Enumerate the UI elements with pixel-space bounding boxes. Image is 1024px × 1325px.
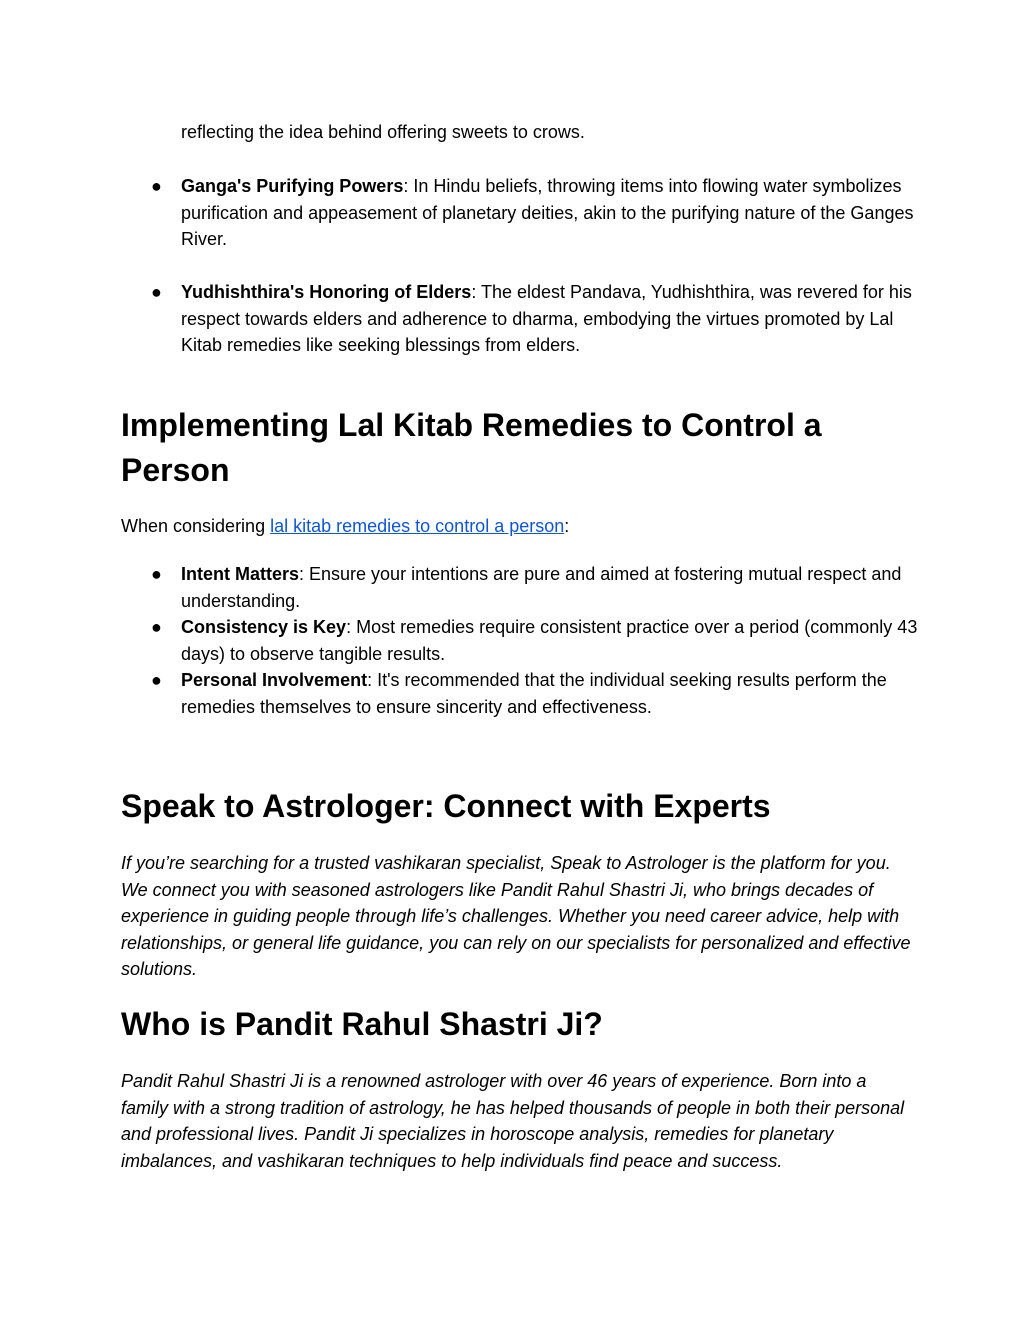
list-item-term: Consistency is Key bbox=[181, 617, 347, 637]
list-item-body: : Most remedies require consistent practice over a period (commonly 43 days) to observe tangible results. bbox=[181, 617, 918, 664]
section-heading: Speak to Astrologer: Connect with Experts bbox=[121, 788, 771, 824]
bullet-icon: ● bbox=[151, 670, 162, 690]
list-item-term: Ganga's Purifying Powers bbox=[181, 176, 404, 196]
list-item-body: : The eldest Pandava, Yudhishthira, was revered for his respect towards elders and adherence to dharma, embodying the virtues promoted by Lal Kitab remedies like seeking blessings from elders. bbox=[181, 282, 912, 356]
list-item-text bbox=[181, 614, 921, 667]
list-item-text bbox=[181, 561, 921, 614]
bullet-icon: ● bbox=[151, 617, 162, 637]
lead-text: When considering bbox=[121, 516, 271, 536]
lal-kitab-remedies-link[interactable]: lal kitab remedies to control a person bbox=[270, 516, 565, 536]
list-item-term: Yudhishthira's Honoring of Elders bbox=[181, 282, 472, 302]
list-item-term: Personal Involvement bbox=[181, 670, 368, 690]
list-item-body: : In Hindu beliefs, throwing items into flowing water symbolizes purification and appeasement of planetary deities, akin to the purifying nature of the Ganges River. bbox=[181, 176, 914, 250]
list-item-body: : It's recommended that the individual seeking results perform the remedies themselves to ensure sincerity and effectiveness. bbox=[181, 670, 887, 717]
section-heading: Who is Pandit Rahul Shastri Ji? bbox=[121, 1006, 603, 1042]
bullet-icon: ● bbox=[151, 282, 162, 302]
lead-colon: : bbox=[564, 516, 570, 536]
intro-fragment: reflecting the idea behind offering sweets to crows. bbox=[181, 122, 585, 142]
speak-paragraph: If you’re searching for a trusted vashikaran specialist, Speak to Astrologer is the platform for you. We connect you with seasoned astrologers like Pandit Rahul Shastri Ji, who brings decades of experience in guiding people through life’s challenges. Whether you need career advice, help with relationships, or general life guidance, you can rely on our specialists for personalized and effective solutions. bbox=[121, 853, 911, 980]
who-paragraph: Pandit Rahul Shastri Ji is a renowned astrologer with over 46 years of experience. Born into a family with a strong tradition of astrology, he has helped thousands of people in both their personal and professional lives. Pandit Ji specializes in horoscope analysis, remedies for planetary imbalances, and vashikaran techniques to help individuals find peace and success. bbox=[121, 1071, 905, 1171]
list-item-term: Intent Matters bbox=[181, 564, 300, 584]
list-item-text bbox=[181, 173, 921, 253]
list-item-text bbox=[181, 667, 921, 720]
list-item-body: : Ensure your intentions are pure and aimed at fostering mutual respect and understanding. bbox=[181, 564, 902, 611]
lead-paragraph bbox=[121, 513, 911, 540]
section-heading: Implementing Lal Kitab Remedies to Control a Person bbox=[121, 407, 822, 488]
bullet-icon: ● bbox=[151, 564, 162, 584]
bullet-icon: ● bbox=[151, 176, 162, 196]
list-item-text bbox=[181, 279, 921, 359]
